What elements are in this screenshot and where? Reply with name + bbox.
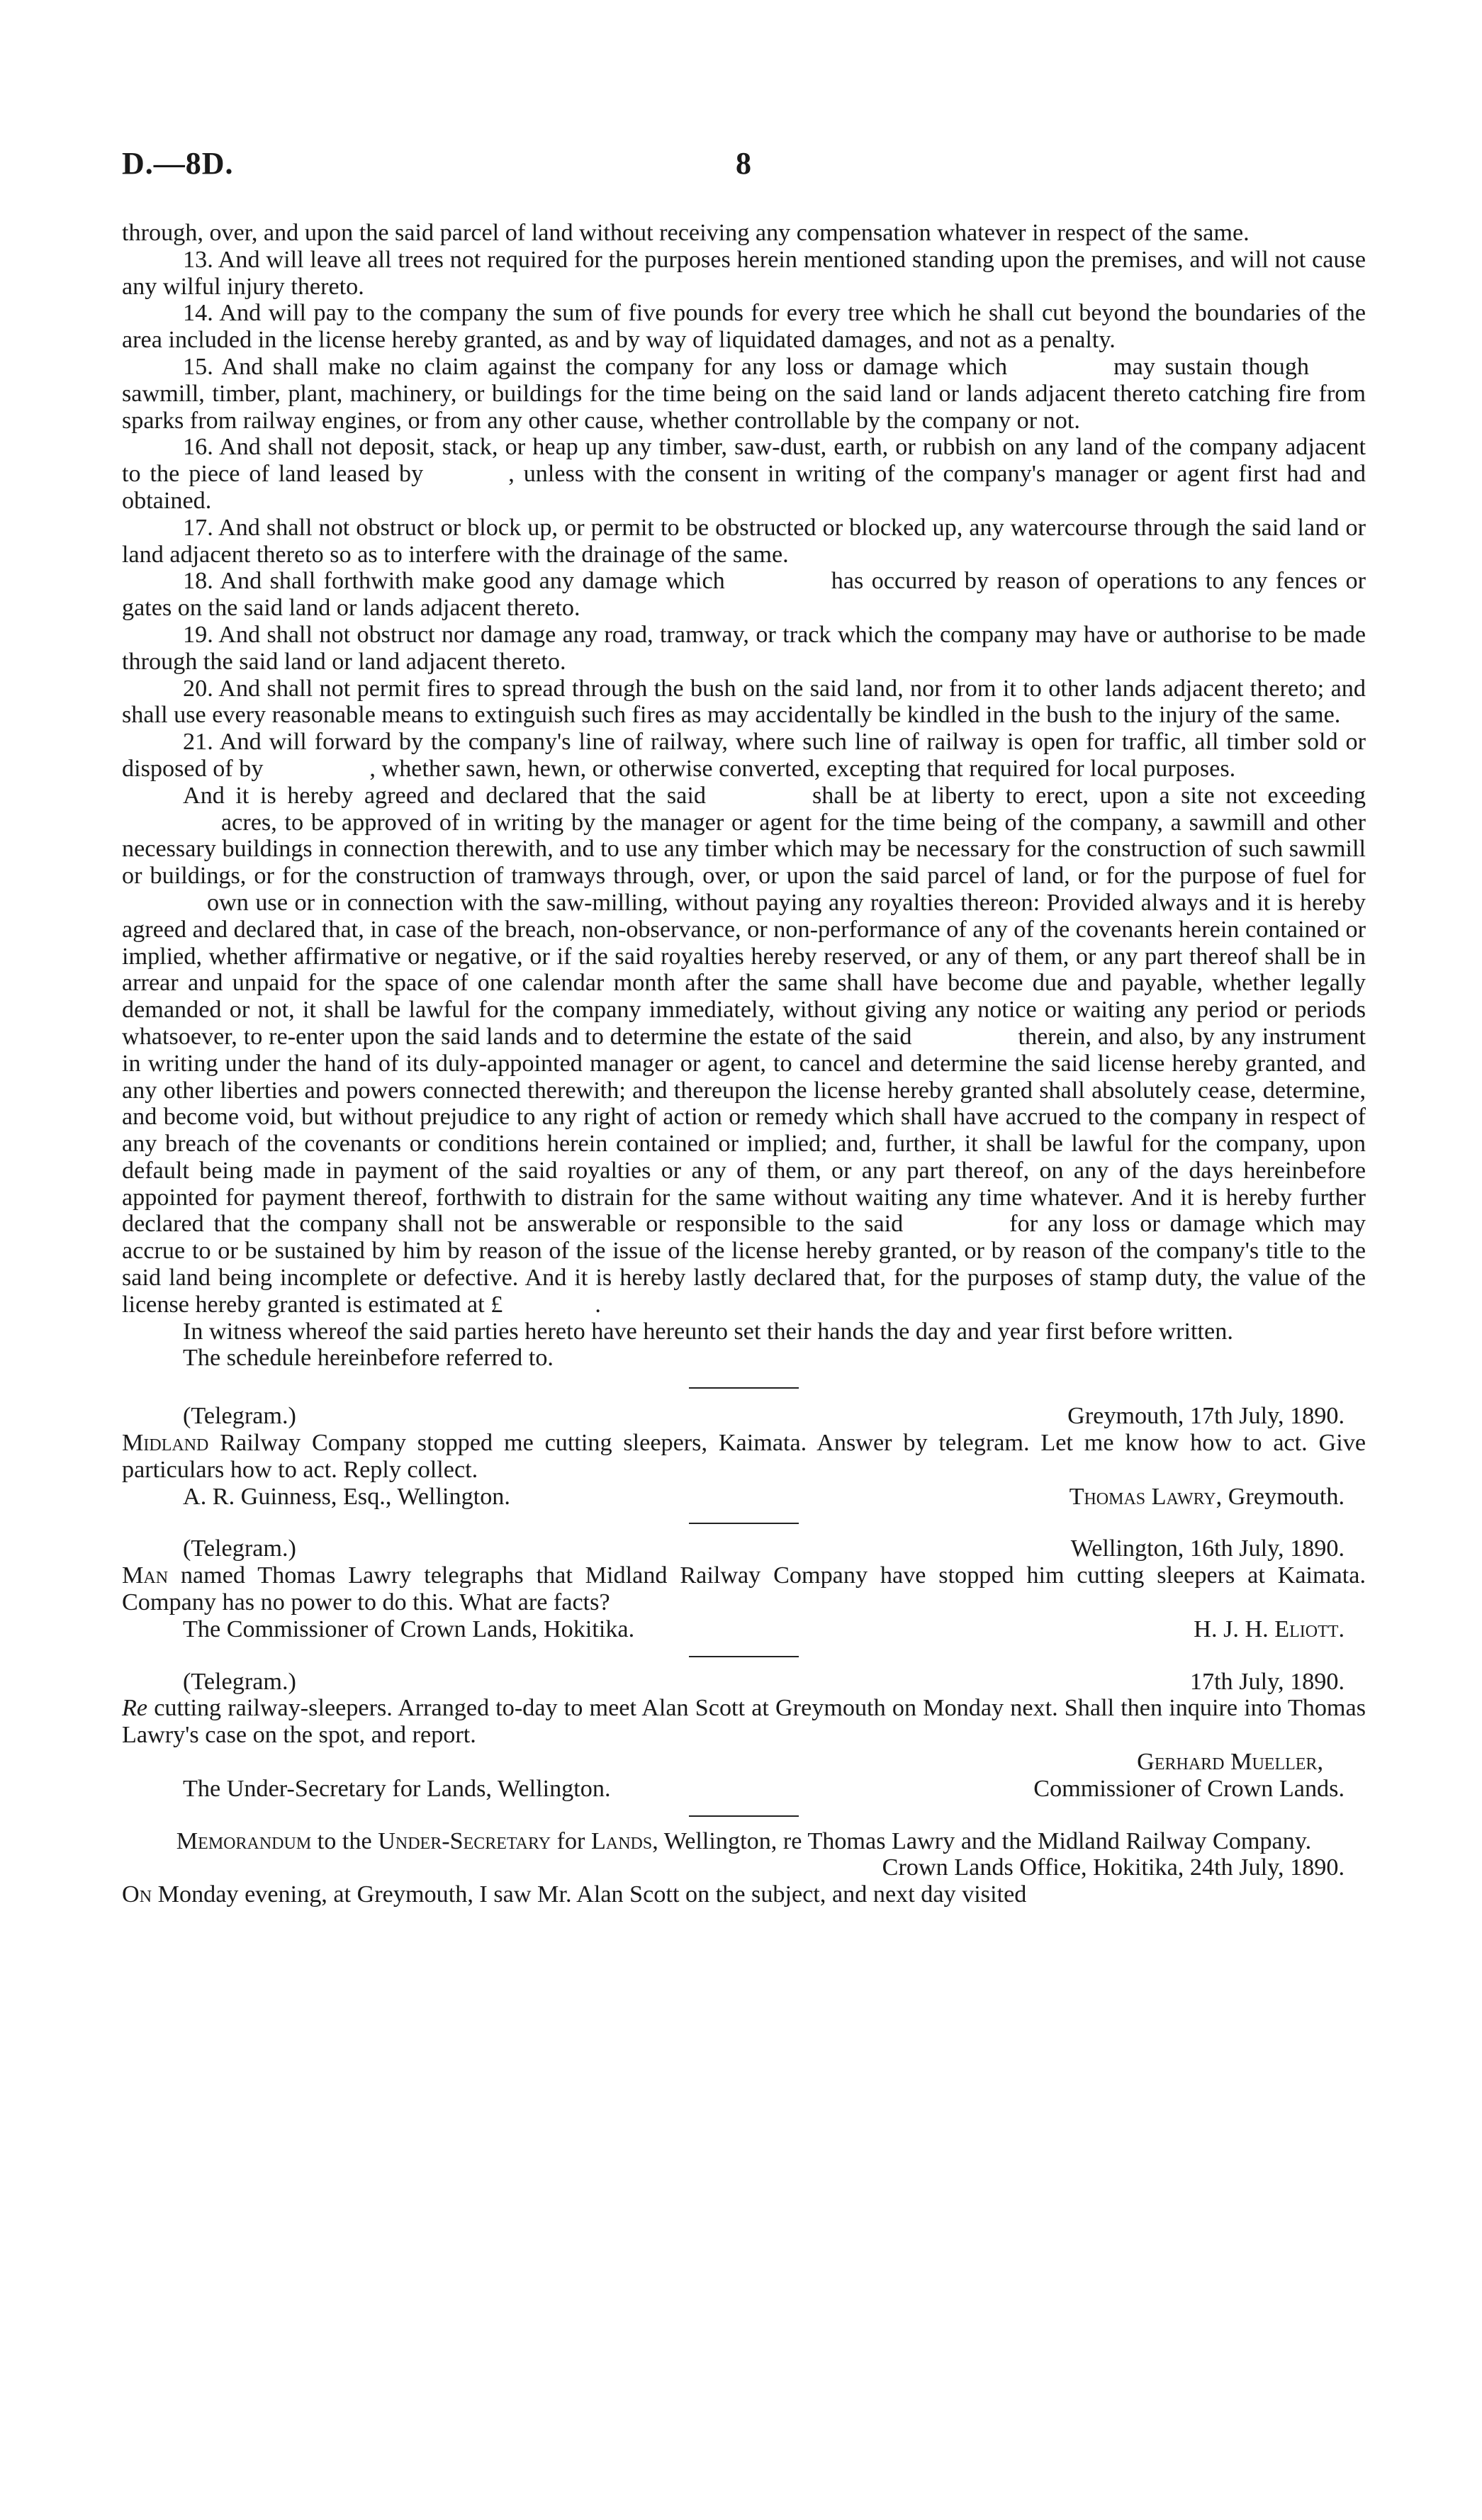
- telegram-text: [122, 1562, 1366, 1616]
- clause-18-part-a: 18. And shall forthwith make good any damage which: [183, 568, 725, 595]
- agreement-part-4: own use or in connection with the saw-milling, without paying any royalties thereon: Provided always and it is hereby agreed and declared that, in case of the breach, non-observance, or non-performance of any of the covenants herein contained or implied, whether affirmative or negative, or if the said royalties hereby reserved, or any of them, or any part thereof shall be in arrear and unpaid for the space of one calendar month after the same shall have become due and payable, whether legally demanded or not, it shall be lawful for the company immediately, without giving any notice or waiting any period or periods whatsoever, to re-enter upon the said lands and to determine the estate of the said: [122, 889, 1366, 1050]
- agreement-part-6: for any loss or damage which may accrue to or be sustained by him by reason of the issue of the license hereby granted, or by reason of the company's title to the said land being incomplete or defective. And it is hereby lastly declared that, for the purposes of stamp duty, the value of the license hereby granted is estimated at £: [122, 1211, 1366, 1318]
- memo-first-word: On: [122, 1881, 152, 1908]
- agreement-part-5: therein, and also, by any instrument in writing under the hand of its duly-appointed manager or agent, to cancel and determine the said license hereby granted, and any other liberties and powers connected therewith; and thereupon the license hereby granted shall absolutely cease, determine, and become void, but without prejudice to any right of action or remedy which shall have accrued to the company in respect of any breach of the covenants or conditions herein contained or implied; and, further, it shall be lawful for the company, upon default being made in payment of the said royalties or any of them, or any part thereof, on any of the days hereinbefore appointed for payment thereof, forthwith to distrain for the same without waiting any time whatever. And it is hereby further declared that the company shall not be answerable or responsible to the said: [122, 1023, 1366, 1238]
- section-divider: [689, 1656, 799, 1657]
- clause-19: 19. And shall not obstruct nor damage any road, tramway, or track which the company may have or authorise to be made through the said land or land adjacent thereto.: [122, 621, 1366, 675]
- telegram-addressee: The Under-Secretary for Lands, Wellington.: [183, 1775, 611, 1802]
- clause-15-part-c: sawmill, timber, plant, machinery, or buildings for the time being on the said land or lands adjacent thereto catching fire from sparks from railway engines, or from any other cause, whether controllable by the company or not.: [122, 380, 1366, 434]
- telegram-lead-word: Midland: [122, 1430, 209, 1457]
- section-divider: [689, 1387, 799, 1389]
- telegram-sender-name: Thomas Lawry: [1069, 1483, 1216, 1510]
- telegram-body: Railway Company stopped me cutting sleepers, Kaimata. Answer by telegram. Let me know how to act. Give particulars how to act. Reply collect.: [122, 1430, 1366, 1483]
- clause-21-part-a: 21. And will forward by the company's line of railway, where such line of railway is open for traffic, all timber sold or disposed of by: [122, 729, 1366, 782]
- memo-subject: , Wellington, re Thomas Lawry and the Midland Railway Company.: [652, 1827, 1312, 1854]
- agreement-paragraph: [122, 783, 1366, 1318]
- telegram-sender: H. J. H. Eliott.: [1194, 1615, 1345, 1642]
- telegram-addressee: A. R. Guinness, Esq., Wellington.: [183, 1483, 510, 1510]
- witness-clause: In witness whereof the said parties hereto have hereunto set their hands the day and year first before written.: [183, 1318, 1233, 1345]
- paragraph-continuation: through, over, and upon the said parcel of land without receiving any compensation whatever in respect of the same.: [122, 220, 1250, 246]
- telegram-label: (Telegram.): [183, 1668, 296, 1695]
- clause-20: 20. And shall not permit fires to spread through the bush on the said land, nor from it to other lands adjacent thereto; and shall use every reasonable means to extinguish such fires as may accidentally be kindled in the bush to the injury of the same.: [122, 675, 1366, 729]
- telegram-1: [122, 1403, 1366, 1510]
- clause-21-part-b: , whether sawn, hewn, or otherwise converted, excepting that required for local purposes.: [369, 755, 1236, 782]
- telegram-body: named Thomas Lawry telegraphs that Midland Railway Company have stopped him cutting sleepers at Kaimata. Company has no power to do this. What are facts?: [122, 1562, 1366, 1616]
- telegram-text: [122, 1695, 1366, 1749]
- section-divider: [689, 1815, 799, 1817]
- memo-body: Monday evening, at Greymouth, I saw Mr. Alan Scott on the subject, and next day visited: [157, 1881, 1027, 1908]
- schedule-heading: The schedule hereinbefore referred to.: [183, 1345, 554, 1372]
- page-header: [122, 145, 1365, 188]
- agreement-part-7: .: [595, 1291, 601, 1318]
- memo-place-date: Crown Lands Office, Hokitika, 24th July, 1890.: [882, 1854, 1345, 1881]
- telegram-sender-title: Commissioner of Crown Lands.: [1033, 1775, 1345, 1802]
- document-body: [122, 220, 1366, 1908]
- telegram-sender-place: , Greymouth.: [1216, 1483, 1345, 1510]
- page-number: 8: [736, 146, 751, 181]
- memo-text: [122, 1881, 1366, 1908]
- memo-recipient: Under-Secretary: [378, 1827, 551, 1854]
- telegram-lead-word: Re: [122, 1695, 148, 1722]
- clause-15-part-b: may sustain though: [1113, 353, 1310, 380]
- clause-18: [122, 568, 1366, 622]
- telegram-sender: [1070, 1484, 1366, 1511]
- clause-15: [122, 354, 1366, 434]
- memorandum: [122, 1828, 1366, 1908]
- memo-lead-word: Memorandum: [176, 1827, 312, 1854]
- agreement-part-3: acres, to be approved of in writing by the manager or agent for the time being of the company, a sawmill and other necessary buildings in connection therewith, and to use any timber which may be necessary for the construction of such sawmill or buildings, or for the construction of tramways through, over, or upon the said parcel of land, or for the purpose of fuel for: [122, 809, 1366, 890]
- section-divider: [689, 1523, 799, 1524]
- telegram-3: [122, 1669, 1366, 1803]
- memo-heading: [122, 1828, 1366, 1855]
- clause-14: 14. And will pay to the company the sum of five pounds for every tree which he shall cut beyond the boundaries of the area included in the license hereby granted, as and by way of liquidated damages, and not as a penalty.: [122, 300, 1366, 354]
- clause-13: 13. And will leave all trees not required for the purposes herein mentioned standing upon the premises, and will not cause any wilful injury thereto.: [122, 246, 1366, 300]
- clause-15-part-a: 15. And shall make no claim against the company for any loss or damage which: [183, 353, 1008, 380]
- telegram-text: [122, 1430, 1366, 1484]
- telegram-addressee: The Commissioner of Crown Lands, Hokitika.: [183, 1615, 635, 1642]
- telegram-2: [122, 1535, 1366, 1642]
- memo-to: to the: [317, 1827, 372, 1854]
- telegram-signature: Gerhard Mueller,: [1137, 1749, 1323, 1776]
- clause-17: 17. And shall not obstruct or block up, or permit to be obstructed or blocked up, any watercourse through the said land or land adjacent thereto so as to interfere with the drainage of the same.: [122, 514, 1366, 568]
- clause-16: [122, 434, 1366, 514]
- memo-for: for: [556, 1827, 585, 1854]
- clause-16-part-a: 16. And shall not deposit, stack, or heap up any timber, saw-dust, earth, or rubbish on any land of the company adjacent to the piece of land leased by: [122, 434, 1366, 488]
- telegram-date: 17th July, 1890.: [1189, 1668, 1345, 1695]
- agreement-part-1: And it is hereby agreed and declared that the said: [183, 782, 706, 809]
- document-reference: D.—8D.: [122, 146, 234, 181]
- telegram-label: (Telegram.): [183, 1403, 296, 1430]
- agreement-part-2: shall be at liberty to erect, upon a site not exceeding: [812, 782, 1366, 809]
- clause-18-part-b: has occurred by reason of operations to any fences or gates on the said land or lands adjacent thereto.: [122, 568, 1366, 622]
- clause-21: [122, 729, 1366, 783]
- clause-16-part-b: , unless with the consent in writing of the company's manager or agent first had and obtained.: [122, 461, 1366, 514]
- telegram-body: cutting railway-sleepers. Arranged to-day to meet Alan Scott at Greymouth on Monday next. Shall then inquire into Thomas Lawry's case on the spot, and report.: [122, 1695, 1366, 1749]
- telegram-lead-word: Man: [122, 1562, 169, 1589]
- telegram-place-date: Wellington, 16th July, 1890.: [1070, 1535, 1345, 1562]
- memo-lands: Lands: [591, 1827, 653, 1854]
- telegram-label: (Telegram.): [183, 1535, 296, 1562]
- telegram-place-date: Greymouth, 17th July, 1890.: [1067, 1403, 1345, 1430]
